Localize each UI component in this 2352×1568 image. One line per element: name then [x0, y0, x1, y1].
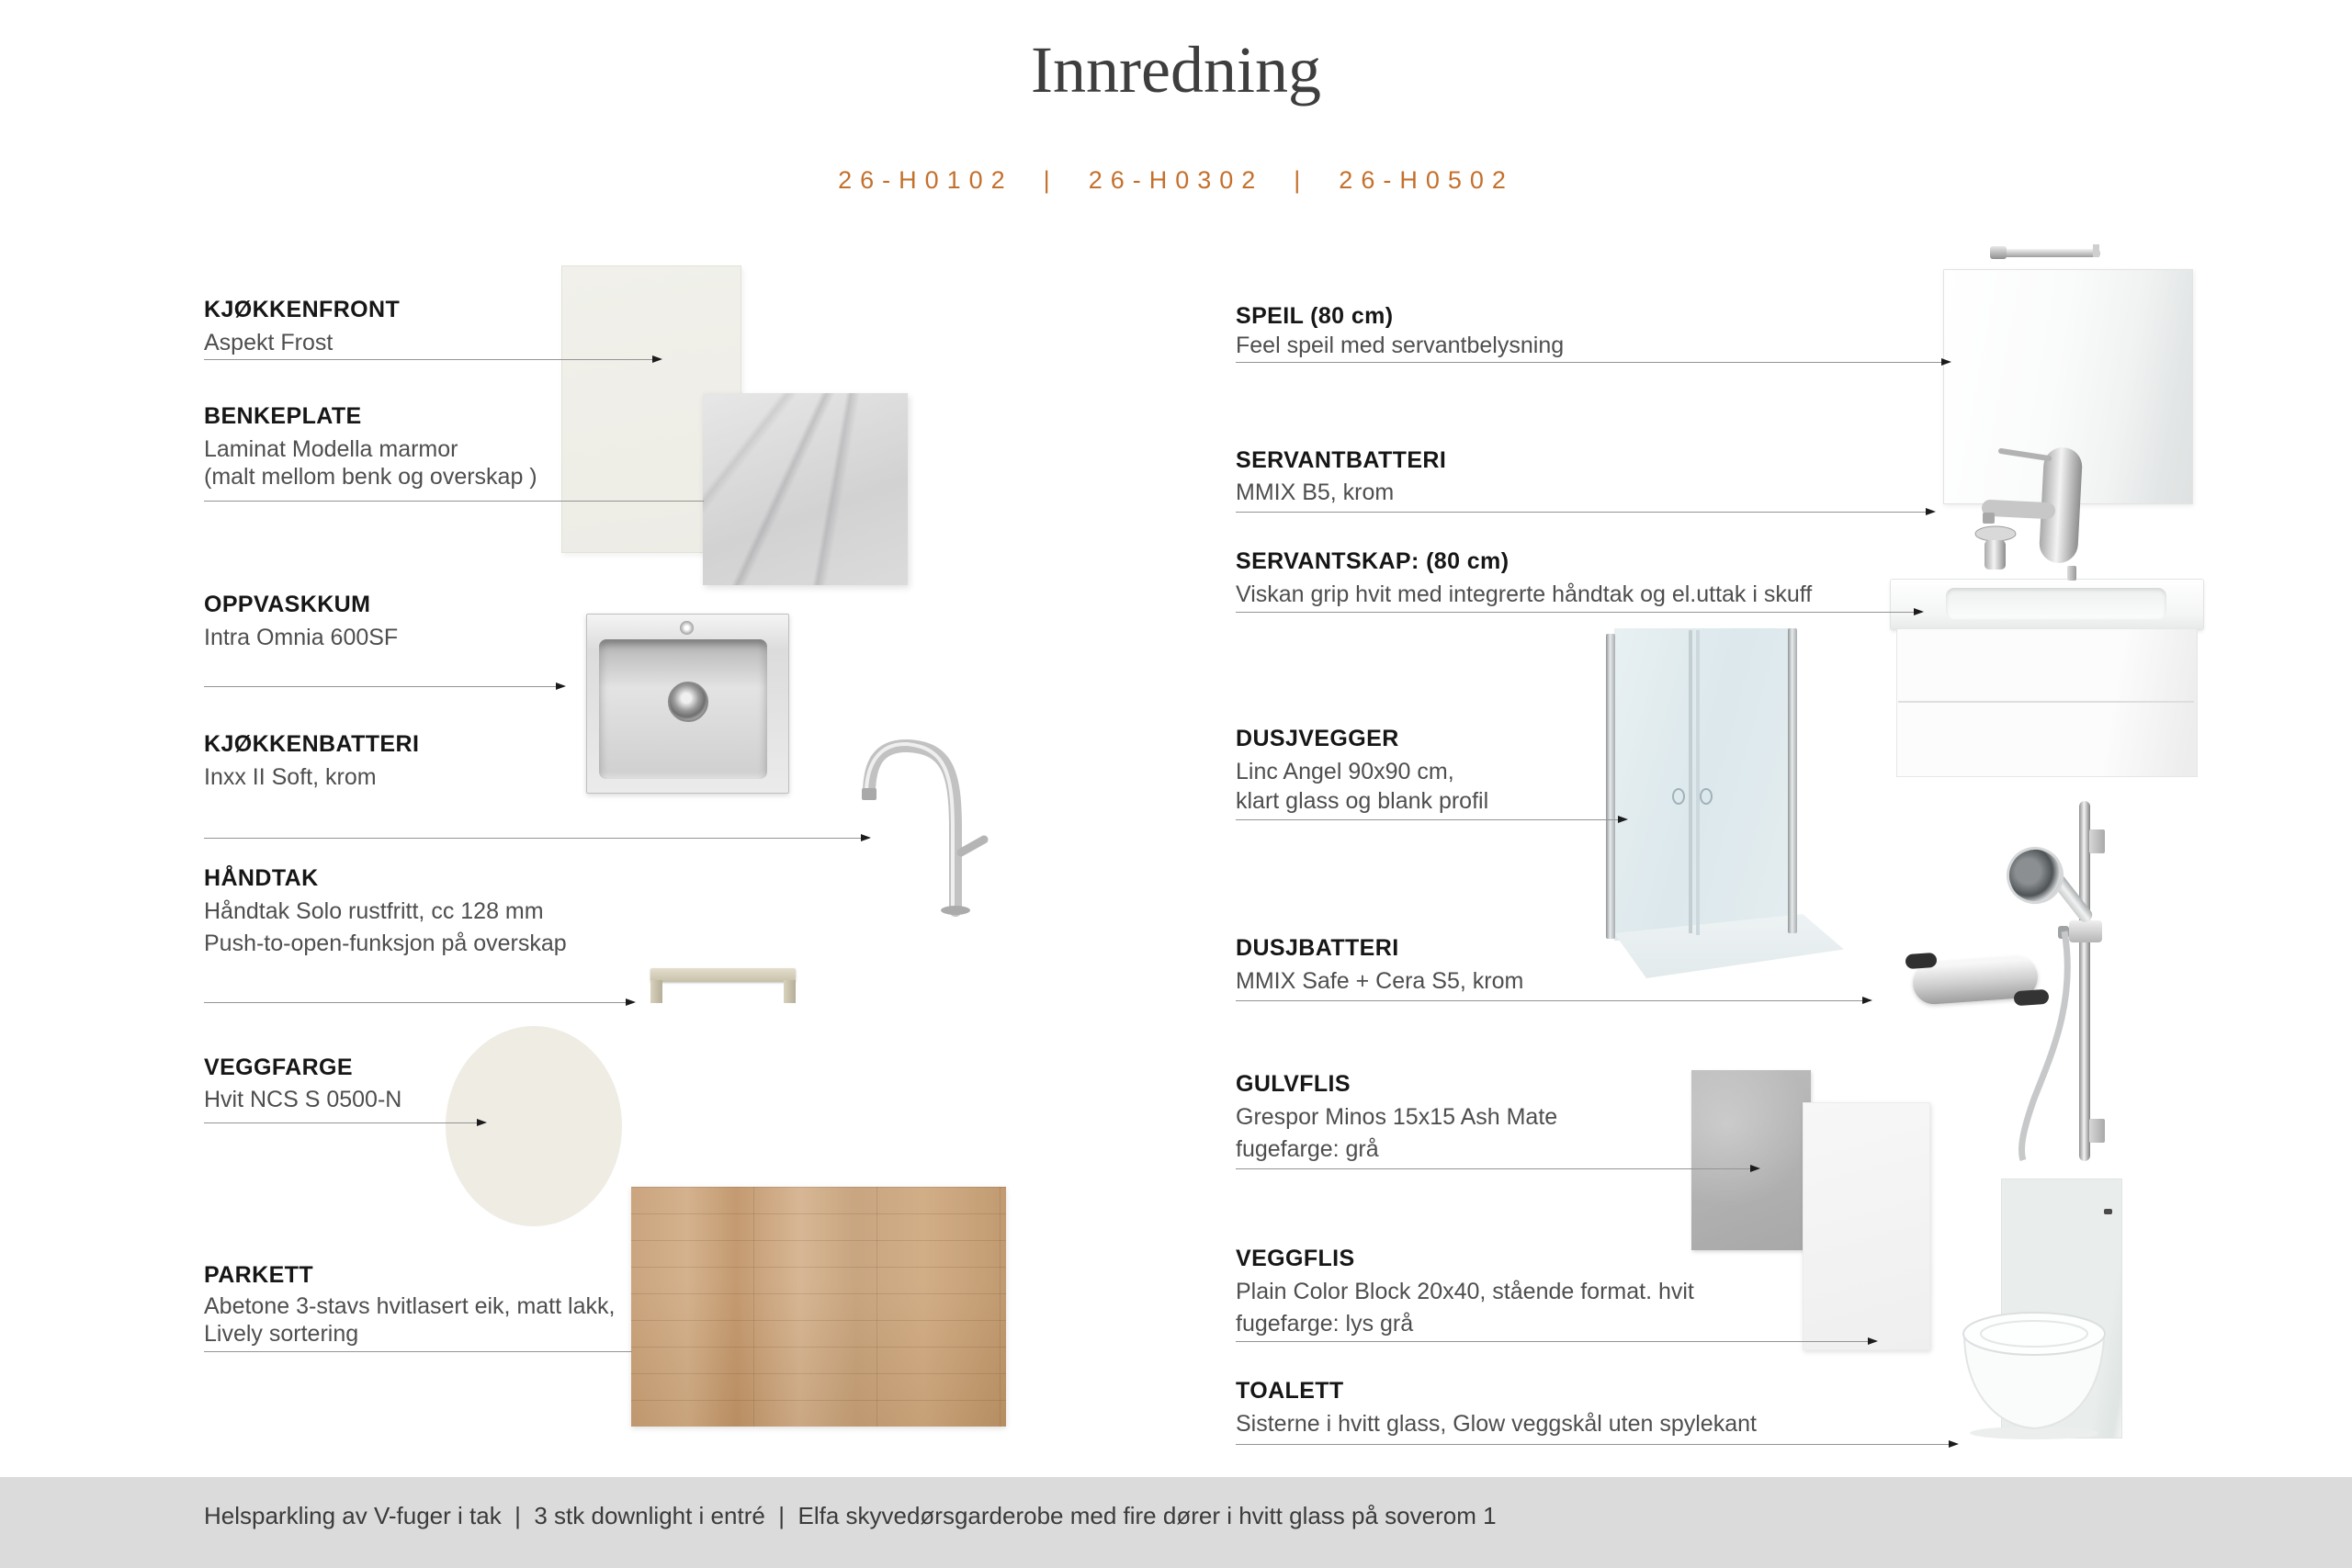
label-veggfarge-title: VEGGFARGE	[204, 1055, 353, 1080]
label-veggflis-desc-1: Plain Color Block 20x40, stående format. hvit	[1236, 1279, 1694, 1304]
label-servantskap-desc: Viskan grip hvit med integrerte håndtak og el.uttak i skuff	[1236, 581, 1813, 607]
label-parkett-desc-2: Lively sortering	[204, 1321, 359, 1347]
vanity-drawer-gap	[1898, 701, 2194, 703]
leader-oppvaskkum	[204, 686, 564, 687]
leader-benkeplate	[204, 501, 704, 502]
label-servantbatteri-desc: MMIX B5, krom	[1236, 479, 1395, 505]
mirror-light-image	[1999, 249, 2100, 257]
wall-paint-sample	[446, 1026, 622, 1226]
label-dusjvegger-desc-2: klart glass og blank profil	[1236, 788, 1489, 814]
leader-servantskap	[1236, 612, 1922, 613]
label-servantskap-title: SERVANTSKAP: (80 cm)	[1236, 548, 1510, 574]
label-toalett-desc: Sisterne i hvitt glass, Glow veggskål uten spylekant	[1236, 1411, 1757, 1437]
vanity-cabinet-image	[1896, 628, 2198, 777]
label-gulvflis-desc-2: fugefarge: grå	[1236, 1136, 1379, 1162]
label-dusjbatteri-title: DUSJBATTERI	[1236, 935, 1399, 961]
hand-shower-head	[1998, 839, 2071, 911]
leader-parkett	[204, 1351, 632, 1352]
leader-servantbatteri	[1236, 512, 1934, 513]
cabinet-handle-right-leg	[784, 980, 796, 1003]
leader-kjokkenfront	[204, 359, 661, 360]
shower-door-frame-1	[1689, 630, 1692, 933]
shower-mixer-cap-right	[2013, 989, 2049, 1007]
label-kjokkenbatteri-title: KJØKKENBATTERI	[204, 731, 420, 757]
leader-veggflis	[1236, 1341, 1876, 1342]
cabinet-handle-left-leg	[650, 980, 662, 1003]
label-veggfarge-desc: Hvit NCS S 0500-N	[204, 1087, 402, 1112]
label-parkett-title: PARKETT	[204, 1262, 313, 1288]
kitchen-faucet-image	[862, 744, 984, 915]
leader-kjokkenbatteri	[204, 838, 869, 839]
leader-dusjbatteri	[1236, 1000, 1871, 1001]
sink-drain-icon	[668, 682, 708, 722]
countertop-laminate-sample	[703, 393, 908, 585]
label-parkett-desc-1: Abetone 3-stavs hvitlasert eik, matt lakk,	[204, 1293, 616, 1319]
label-toalett-title: TOALETT	[1236, 1378, 1344, 1404]
vanity-small-tap	[2067, 566, 2076, 581]
bathroom-mirror-image	[1943, 269, 2193, 504]
label-benkeplate-desc-1: Laminat Modella marmor	[204, 436, 458, 462]
parquet-sample	[631, 1187, 1006, 1427]
label-handtak-title: HÅNDTAK	[204, 865, 319, 891]
label-dusjvegger-desc-1: Linc Angel 90x90 cm,	[1236, 759, 1454, 784]
shower-mixer-cap-left	[1905, 953, 1937, 969]
label-veggflis-title: VEGGFLIS	[1236, 1246, 1355, 1271]
label-oppvaskkum-desc: Intra Omnia 600SF	[204, 625, 399, 650]
shower-walls-image	[1614, 628, 1789, 941]
label-kjokkenbatteri-desc: Inxx II Soft, krom	[204, 764, 377, 790]
shower-rail-slider	[2069, 920, 2102, 942]
leader-handtak	[204, 1002, 634, 1003]
wall-tile-sample	[1803, 1102, 1930, 1350]
toilet-cistern-panel-image	[2001, 1179, 2122, 1438]
shower-rail-bracket-top	[2089, 829, 2105, 853]
mirror-light-head	[1990, 246, 2007, 259]
label-benkeplate-desc-2: (malt mellom benk og overskap )	[204, 464, 537, 490]
leader-speil	[1236, 362, 1950, 363]
label-kjokkenfront-desc: Aspekt Frost	[204, 330, 334, 355]
vanity-basin-bowl	[1946, 588, 2166, 619]
shower-door-knob-1	[1672, 788, 1685, 805]
label-veggflis-desc-2: fugefarge: lys grå	[1236, 1311, 1414, 1337]
label-speil-desc: Feel speil med servantbelysning	[1236, 333, 1565, 358]
shower-post-left	[1606, 634, 1615, 939]
label-benkeplate-title: BENKEPLATE	[204, 403, 362, 429]
shower-post-right	[1788, 628, 1797, 933]
footer-notes: Helsparkling av V-fuger i tak | 3 stk downlight i entré | Elfa skyvedørsgarderobe med fire dører i hvitt glass på soverom 1	[204, 1502, 1497, 1529]
leader-gulvflis	[1236, 1168, 1758, 1169]
mirror-light-mount	[2093, 244, 2099, 257]
label-handtak-desc-2: Push-to-open-funksjon på overskap	[204, 931, 567, 956]
shower-door-knob-2	[1700, 788, 1713, 805]
unit-code-line: 26-H0102 | 26-H0302 | 26-H0502	[838, 166, 1514, 194]
label-servantbatteri-title: SERVANTBATTERI	[1236, 447, 1447, 473]
label-dusjvegger-title: DUSJVEGGER	[1236, 726, 1399, 751]
leader-dusjvegger	[1236, 819, 1626, 820]
floor-tile-sample	[1691, 1070, 1811, 1250]
toilet-panel-button	[2104, 1209, 2112, 1214]
cabinet-handle-image	[650, 968, 796, 982]
label-dusjbatteri-desc: MMIX Safe + Cera S5, krom	[1236, 968, 1524, 994]
sink-tap-hole	[680, 621, 694, 635]
shower-rail-image	[2079, 801, 2090, 1161]
shower-rail-bracket-bottom	[2089, 1119, 2105, 1143]
label-oppvaskkum-title: OPPVASKKUM	[204, 592, 371, 617]
label-kjokkenfront-title: KJØKKENFRONT	[204, 297, 401, 322]
shower-door-frame-2	[1696, 630, 1700, 935]
leader-toalett	[1236, 1444, 1957, 1445]
leader-veggfarge	[204, 1122, 485, 1123]
label-gulvflis-title: GULVFLIS	[1236, 1071, 1351, 1097]
label-handtak-desc-1: Håndtak Solo rustfritt, cc 128 mm	[204, 898, 544, 924]
label-speil-title: SPEIL (80 cm)	[1236, 303, 1394, 329]
page-title: Innredning	[1031, 33, 1321, 107]
label-gulvflis-desc-1: Grespor Minos 15x15 Ash Mate	[1236, 1104, 1558, 1130]
